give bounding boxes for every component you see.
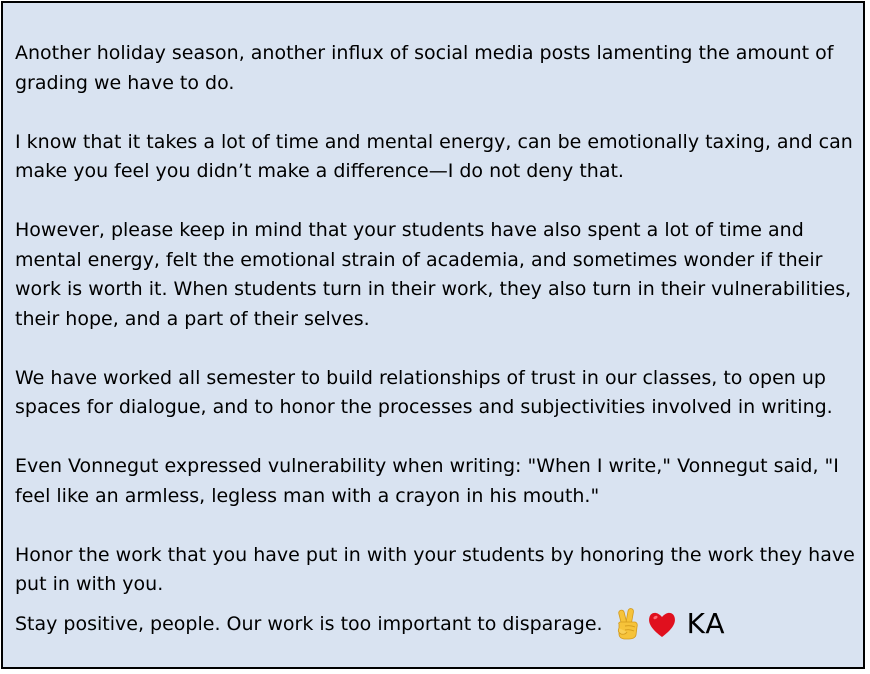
- note-box: [1, 1, 865, 669]
- paragraph-6: Honor the work that you have put in with your students by honoring the work they have put in with you.: [15, 543, 855, 595]
- paragraph-2: I know that it takes a lot of time and mental energy, can be emotionally taxing, and can make you feel you didn’t make a difference—I do not deny that.: [15, 130, 853, 182]
- peace-hand-icon: [613, 607, 643, 641]
- signature: KA: [686, 606, 726, 640]
- closing-line: [15, 604, 855, 644]
- paragraph-3: However, please keep in mind that your students have also spent a lot of time and mental energy, felt the emotional strain of academia, and sometimes wonder if their work is worth it. When students turn in their work, they also turn in their vulnerabilities, their hope, and a part of their selves.: [15, 219, 852, 330]
- heart-icon: [647, 607, 677, 641]
- paragraph-4: We have worked all semester to build relationships of trust in our classes, to open up spaces for dialogue, and to honor the processes and subjectivities involved in writing.: [15, 366, 833, 418]
- closing-text: Stay positive, people. Our work is too important to disparage.: [15, 612, 603, 635]
- paragraph-1: Another holiday season, another influx of social media posts lamenting the amount of grading we have to do.: [15, 42, 834, 94]
- paragraph-5: Even Vonnegut expressed vulnerability when writing: "When I write," Vonnegut said, "I feel like an armless, legless man with a crayon in his mouth.": [15, 455, 839, 507]
